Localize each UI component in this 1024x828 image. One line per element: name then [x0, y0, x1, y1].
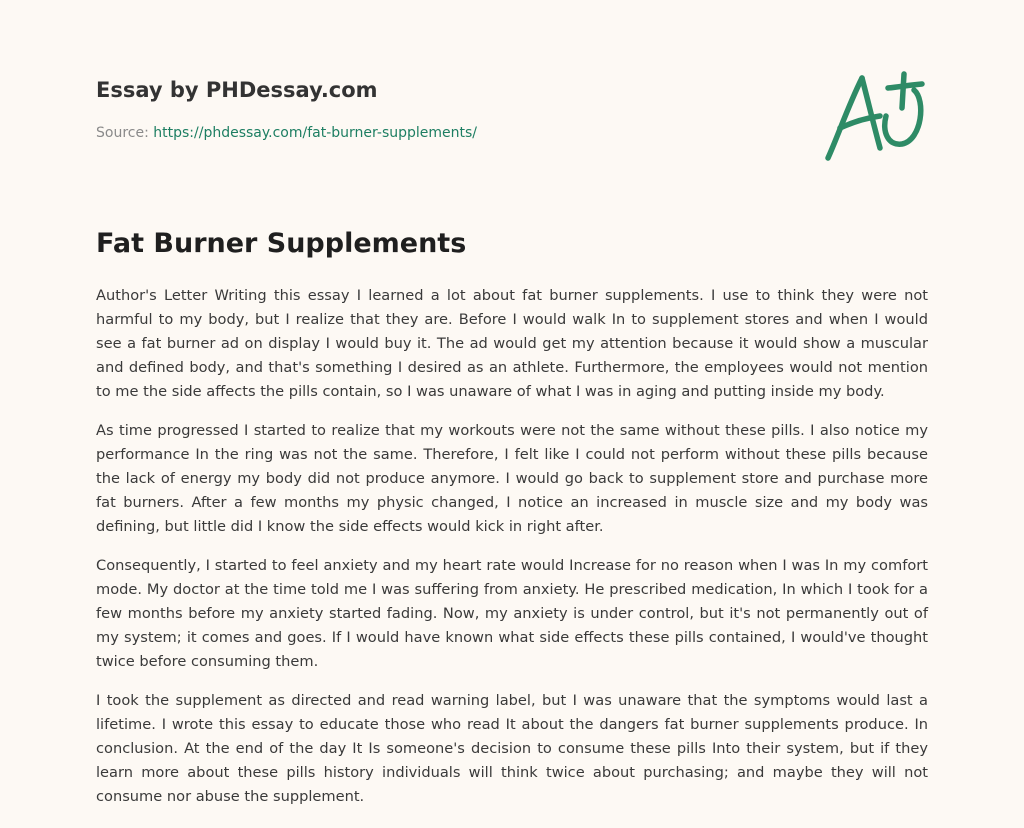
essay-title: Fat Burner Supplements [96, 228, 467, 259]
source-line [96, 123, 816, 143]
source-label: Source: [96, 125, 154, 141]
source-link[interactable]: https://phdessay.com/fat-burner-supplements/ [153, 125, 478, 141]
essay-paragraph: Consequently, I started to feel anxiety and my heart rate would Increase for no reason when I was In my comfort mode. My doctor at the time told me I was suffering from anxiety. He prescribed medication, In which I took for a few months before my anxiety started fading. Now, my anxiety is under control, but it's not permanently out of my system; it comes and goes. If I would have known what side effects these pills contained, I would've thought twice before consuming them. [96, 557, 928, 670]
essay-paragraph: Author's Letter Writing this essay I learned a lot about fat burner supplements. I use to think they were not harmful to my body, but I realize that they are. Before I would walk In to supplement stores and when I would see a fat burner ad on display I would buy it. The ad would get my attention because it would show a muscular and defined body, and that's something I desired as an athlete. Furthermore, the employees would not mention to me the side affects the pills contain, so I was unaware of what I was in aging and putting inside my body. [96, 287, 928, 400]
essay-body [96, 284, 928, 824]
site-title: Essay by PHDessay.com [96, 78, 378, 102]
site-header [96, 74, 816, 143]
essay-paragraph: As time progressed I started to realize that my workouts were not the same without these pills. I also notice my performance In the ring was not the same. Therefore, I felt like I could not perform without these pills because the lack of energy my body did not produce anymore. I would go back to supplement store and purchase more fat burners. After a few months my physic changed, I notice an increased in muscle size and my body was defining, but little did I know the side effects would kick in right after. [96, 422, 928, 535]
a-plus-logo-icon [818, 66, 930, 166]
essay-paragraph: I took the supplement as directed and read warning label, but I was unaware that the symptoms would last a lifetime. I wrote this essay to educate those who read It about the dangers fat burner supplements produce. In conclusion. At the end of the day It Is someone's decision to consume these pills Into their system, but if they learn more about these pills history individuals will think twice about purchasing; and maybe they will not consume nor abuse the supplement. [96, 692, 928, 805]
